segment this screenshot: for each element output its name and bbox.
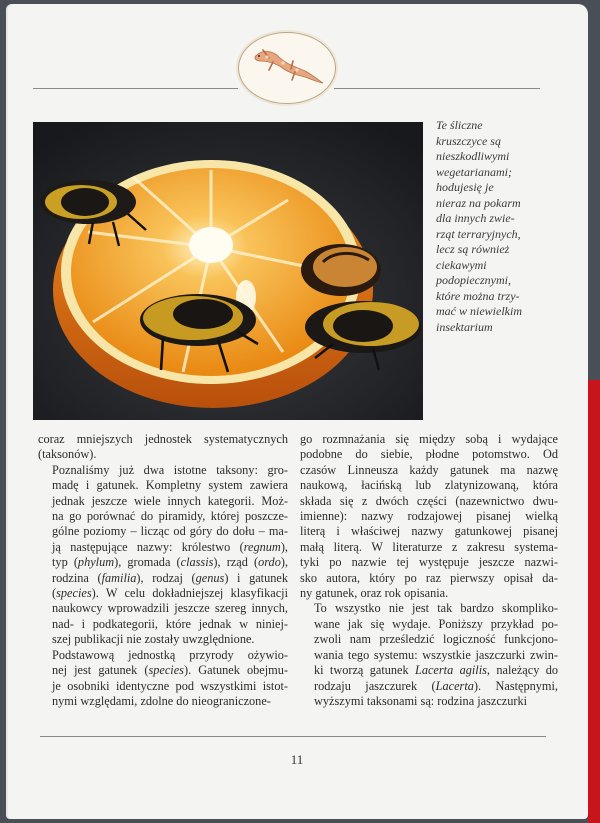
text-line: Podstawową jednostką przyrody ożywio- (52, 647, 288, 662)
text-column-left (38, 432, 288, 709)
paragraph (38, 648, 288, 710)
text-line: imienne): nazwy rodzajowej pisanej wielką (300, 509, 558, 524)
text-line: naukowcy wprowadzili jeszcze szereg innych, (52, 601, 288, 616)
red-cover-edge (588, 380, 600, 823)
footer-rule (40, 736, 546, 737)
text-line: sko autora, który po raz pierwszy opisał da- (300, 570, 558, 585)
text-line: tyki po nazwie tej występuje jeszcze nazwi- (300, 555, 558, 570)
text-line: naukową, łacińską lub zlatynizowaną, która (300, 478, 558, 493)
header-emblem (238, 32, 336, 104)
text-line: składa się z dwóch części (nazewnictwo dwu- (300, 493, 558, 508)
text-line: małą literą. W literaturze z zakresu systema- (300, 539, 558, 554)
text-line: (taksonów). (38, 447, 97, 462)
text-line: podobne do siebie, płodne potomstwo. Od (300, 447, 558, 462)
text-line: zwoli nam prześledzić logiczność funkcjono- (314, 632, 558, 647)
text-line: typ (phylum), gromada (classis), rząd (ordo), (52, 555, 289, 570)
text-line: literą i właściwej nazwy gatunkowej pisanej (300, 524, 558, 539)
caption-line: nieszkodliwymi (436, 149, 510, 163)
page-number: 11 (290, 752, 304, 767)
caption-line: wegetarianami; (436, 164, 512, 179)
text-line: Poznaliśmy już dwa istotne taksony: gro- (52, 462, 288, 477)
text-line: To wszystko nie jest tak bardzo skompliko- (314, 601, 558, 616)
caption-line: podopiecznymi, (436, 273, 511, 287)
text-line: gólne poziomy – licząc od góry do dołu – ma- (52, 524, 288, 539)
text-line: ki tworzą gatunek Lacerta agilis, należący do (314, 663, 558, 678)
paragraph (38, 463, 288, 648)
text-line: coraz mniejszych jednostek systematycznych (38, 432, 288, 446)
caption-line: rząt terraryjnych, (436, 226, 521, 241)
text-line: go rozmnażania się między sobą i wydające (300, 432, 558, 446)
text-line: rodzina (familia), rodzaj (genus) i gatunek (52, 570, 288, 585)
text-line: ny gatunek, oraz rok opisania. (300, 586, 449, 601)
beetles-on-orange-photo (33, 122, 423, 420)
caption-line: nieraz na pokarm (436, 195, 521, 210)
text-line: nymi względami, zdolne do nieograniczone- (52, 693, 271, 708)
text-column-right (300, 432, 558, 709)
caption-line: dla innych zwie- (436, 211, 515, 225)
text-line: czasów Linneusza każdy gatunek ma nazwę (300, 462, 558, 477)
text-line: wania tego systemu: wszystkie jaszczurki zwin- (314, 647, 558, 662)
paragraph (300, 432, 558, 601)
caption-line: lecz są również (436, 242, 510, 256)
text-line: wane jak się wydaje. Poniższy przykład po- (314, 616, 558, 631)
header-rule-left (33, 88, 238, 89)
text-line: szej publikacji nie zostały uwzględnione. (52, 632, 255, 647)
paragraph (300, 601, 558, 709)
caption-line: insektarium (436, 319, 493, 334)
caption-line: hodujesię je (436, 180, 494, 194)
text-line: rodzaju jaszczurek (Lacerta). Następnymi, (314, 678, 558, 693)
beetle-right-top (301, 244, 381, 296)
text-line: ją następujące nazwy: królestwo (regnum), (52, 539, 288, 554)
text-line: (species). W celu dokładniejszej klasyfikacji (52, 586, 288, 601)
text-line: na go porównać do piramidy, której poszcze- (52, 509, 288, 524)
caption-line: mać w niewielkim (436, 304, 522, 318)
text-line: jednak jeszcze wiele innych kategorii. Moż- (52, 493, 288, 508)
header-rule-right (334, 88, 540, 89)
text-line: madę i gatunek. Kompletny system zawiera (52, 478, 288, 493)
caption-line: ciekawymi (436, 257, 487, 272)
paragraph (38, 432, 288, 463)
text-line: nad- i podkategorii, które jednak w niniej- (52, 616, 288, 631)
text-line: wyższymi taksonami są: rodzina jaszczurki (314, 693, 528, 708)
text-line: je osobniki identyczne pod wszystkimi istot- (52, 678, 288, 693)
caption-line: które można trzy- (436, 288, 520, 303)
caption-line: kruszczyce są (436, 133, 501, 148)
salamander-icon (239, 33, 335, 103)
text-line: nej jest gatunek (species). Gatunek obejmu- (52, 663, 288, 678)
photo-caption (436, 118, 562, 335)
caption-line: Te śliczne (436, 118, 483, 132)
